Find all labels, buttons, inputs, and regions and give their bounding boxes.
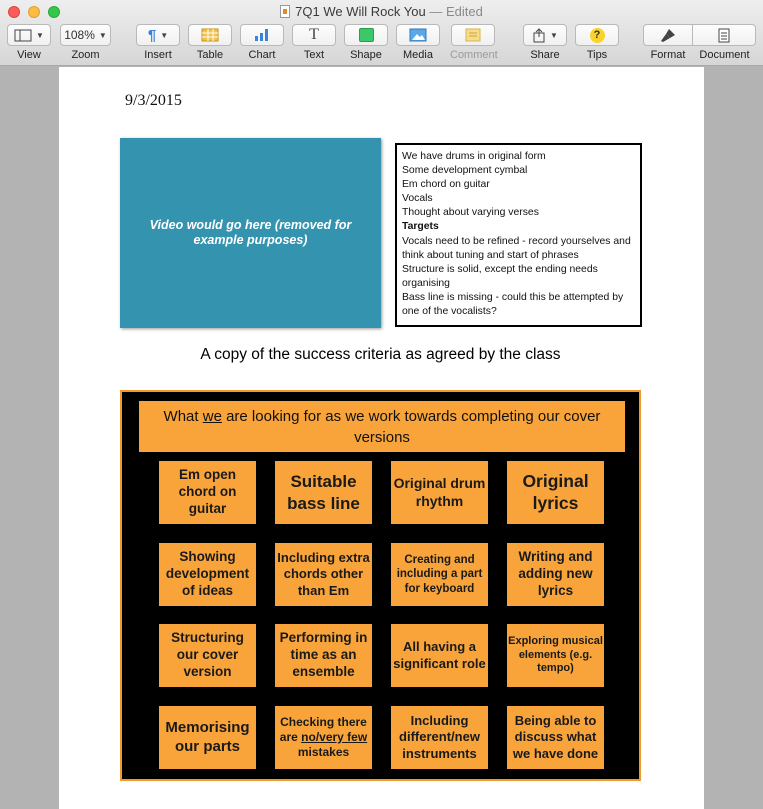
progress-notes-box[interactable] [395,143,642,327]
tips-icon: ? [590,28,605,43]
criteria-cell: Memorising our parts [159,706,256,769]
format-button[interactable] [643,24,693,46]
criteria-heading: What we are looking for as we work towards completing our cover versions [139,401,625,452]
criteria-cell: Creating and including a part for keyboard [391,543,488,606]
criteria-cell: Original drum rhythm [391,461,488,524]
table-button[interactable] [188,24,232,46]
criteria-cell: Writing and adding new lyrics [507,543,604,606]
shape-label: Shape [350,49,382,61]
insert-label: Insert [144,49,172,61]
chart-tool[interactable] [240,24,284,64]
text-button[interactable] [292,24,336,46]
success-criteria-image[interactable] [120,390,641,781]
view-tool[interactable] [7,24,51,64]
chevron-down-icon: ▼ [36,30,44,40]
note-line: Some development cymbal [402,165,528,177]
tips-tool[interactable] [575,24,619,64]
chevron-down-icon: ▼ [160,30,169,40]
document-proxy-icon[interactable] [280,5,290,18]
media-button[interactable] [396,24,440,46]
share-icon [532,28,546,43]
criteria-cell: All having a significant role [391,624,488,687]
note-line: Thought about varying verses [402,207,539,219]
zoom-tool[interactable] [60,24,111,64]
document-button[interactable] [693,24,756,46]
pilcrow-icon: ¶ [147,26,157,44]
shape-tool[interactable] [344,24,388,64]
comment-button[interactable] [451,24,495,46]
insert-button[interactable] [136,24,180,46]
sidebar-view-icon [14,29,32,42]
video-placeholder[interactable] [120,138,381,328]
document-label: Document [699,49,750,61]
insert-tool[interactable] [136,24,180,64]
comment-label: Comment [450,49,498,61]
zoom-label: Zoom [71,49,100,61]
title-separator: — [429,4,443,19]
document-icon [718,28,730,43]
target-line: Vocals need to be refined - record yourselves and think about tuning and start of phrases [402,235,631,261]
chart-label: Chart [248,49,276,61]
view-label: View [17,49,41,61]
shape-button[interactable] [344,24,388,46]
media-icon [409,28,427,42]
share-tool[interactable] [523,24,567,64]
view-button[interactable] [7,24,51,46]
table-label: Table [196,49,224,61]
chevron-down-icon: ▼ [98,30,107,40]
media-tool[interactable] [396,24,440,64]
criteria-cell: Performing in time as an ensemble [275,624,372,687]
chart-button[interactable] [240,24,284,46]
chart-icon [253,28,271,42]
tips-label: Tips [586,49,608,61]
criteria-cell: Showing development of ideas [159,543,256,606]
criteria-caption[interactable]: A copy of the success criteria as agreed by the class [200,346,561,363]
inspector-tools [643,24,756,64]
criteria-cell: Original lyrics [507,461,604,524]
criteria-cell: Suitable bass line [275,461,372,524]
zoom-value: 108% [64,28,95,42]
table-icon [201,28,219,42]
format-brush-icon [660,28,676,43]
zoom-select[interactable] [60,24,111,46]
share-label: Share [530,49,560,61]
media-label: Media [403,49,433,61]
share-button[interactable] [523,24,567,46]
note-line: Em chord on guitar [402,179,490,191]
note-line: Vocals [402,193,433,205]
target-line: Structure is solid, except the ending needs organising [402,263,598,289]
criteria-cell: Structuring our cover version [159,624,256,687]
criteria-cell: Including extra chords other than Em [275,543,372,606]
document-date[interactable]: 9/3/2015 [125,92,182,109]
video-placeholder-text: Video would go here (removed for example purposes) [149,218,352,247]
text-icon: T [309,26,319,43]
targets-heading: Targets [402,221,439,233]
chevron-down-icon: ▼ [550,30,558,40]
target-line: Bass line is missing - could this be attempted by one of the vocalists? [402,291,624,318]
shape-icon [359,28,374,42]
text-label: Text [303,49,325,61]
criteria-cell: Being able to discuss what we have done [507,706,604,769]
criteria-cell: Including different/new instruments [391,706,488,769]
note-line: We have drums in original form [402,151,546,162]
edited-status: Edited [445,4,483,19]
tips-button[interactable] [575,24,619,46]
window-title [0,4,763,19]
comment-icon [464,28,482,42]
table-tool[interactable] [188,24,232,64]
text-tool[interactable] [292,24,336,64]
criteria-cell: Exploring musical elements (e.g. tempo) [507,624,604,687]
title-bar[interactable] [0,0,763,66]
format-label: Format [650,49,686,61]
comment-tool[interactable] [450,24,496,64]
criteria-cell: Em open chord on guitar [159,461,256,524]
window-title-text: 7Q1 We Will Rock You [295,4,426,19]
criteria-cell: Checking there are no/very few mistakes [275,706,372,769]
